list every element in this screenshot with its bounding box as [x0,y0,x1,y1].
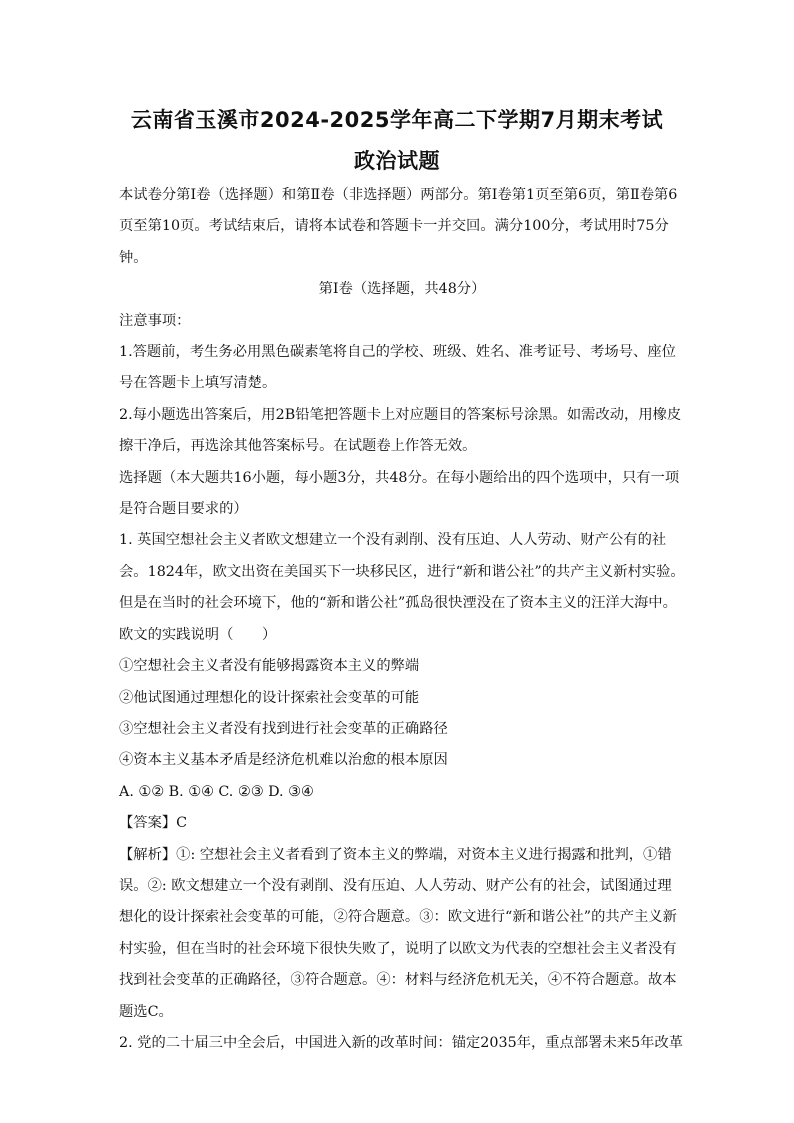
question-1-answer: 【答案】C [119,815,188,832]
question-1-option-2: ②他试图通过理想化的设计探索社会变革的可能 [119,689,420,706]
section-heading: 第Ⅰ卷（选择题，共48分） [318,281,486,298]
question-1-choices: A. ①② B. ①④ C. ②③ D. ③④ [119,783,314,800]
exam-title: 云南省玉溪市2024-2025学年高二下学期7月期末考试 [130,108,664,132]
question-1-option-3: ③空想社会主义者没有找到进行社会变革的正确路径 [119,720,448,737]
question-2-stem: 2. 党的二十届三中全会后，中国进入新的改革时间：锚定2035年，重点部署未来5年改革 [119,1034,684,1051]
question-1-stem: 1. 英国空想社会主义者欧文想建立一个没有剥削、没有压迫、人人劳动、财产公有的社会。1824年，欧文出资在美国买下一块移民区，进行“新和谐公社”的共产主义新村实验。但是在当时的社会环境下，他的“新和谐公社”孤岛很快湮没在了资本主义的汪洋大海中。欧文的实践说明（ ） [119,532,685,643]
notice-item-1: 1.答题前，考生务必用黑色碳素笔将自己的学校、班级、姓名、准考证号、考场号、座位号在答题卡上填写清楚。 [119,344,676,392]
exam-intro: 本试卷分第Ⅰ卷（选择题）和第Ⅱ卷（非选择题）两部分。第Ⅰ卷第1页至第6页，第Ⅱ卷第6页至第10页。考试结束后，请将本试卷和答题卡一并交回。满分100分，考试用时75分钟。 [119,187,678,266]
notice-item-2: 2.每小题选出答案后，用2B铅笔把答题卡上对应题目的答案标号涂黑。如需改动，用橡皮擦干净后，再选涂其他答案标号。在试题卷上作答无效。 [119,406,682,455]
exam-subtitle: 政治试题 [354,149,440,173]
exam-content [119,180,685,1059]
choice-section-intro: 选择题（本大题共16小题，每小题3分，共48分。在每小题给出的四个选项中，只有一项是符合题目要求的） [119,469,680,518]
question-1-option-1: ①空想社会主义者没有能够揭露资本主义的弊端 [119,658,420,675]
question-1-option-4: ④资本主义基本矛盾是经济危机难以治愈的根本原因 [119,752,448,769]
notice-heading: 注意事项： [119,312,191,329]
question-1-analysis: 【解析】①: 空想社会主义者看到了资本主义的弊端，对资本主义进行揭露和批判，①错误。②: 欧文想建立一个没有剥削、没有压迫、人人劳动、财产公有的社会，试图通过理想化的设计探索社会变革的可能，②符合题意。③：欧文进行“新和谐公社”的共产主义新村实验，但在当时的社会环境下很快失败了，说明了以欧文为代表的空想社会主义者没有找到社会变革的正确路径，③符合题意。④：材料与经济危机无关，④不符合题意。故本题选C。 [119,846,677,1020]
